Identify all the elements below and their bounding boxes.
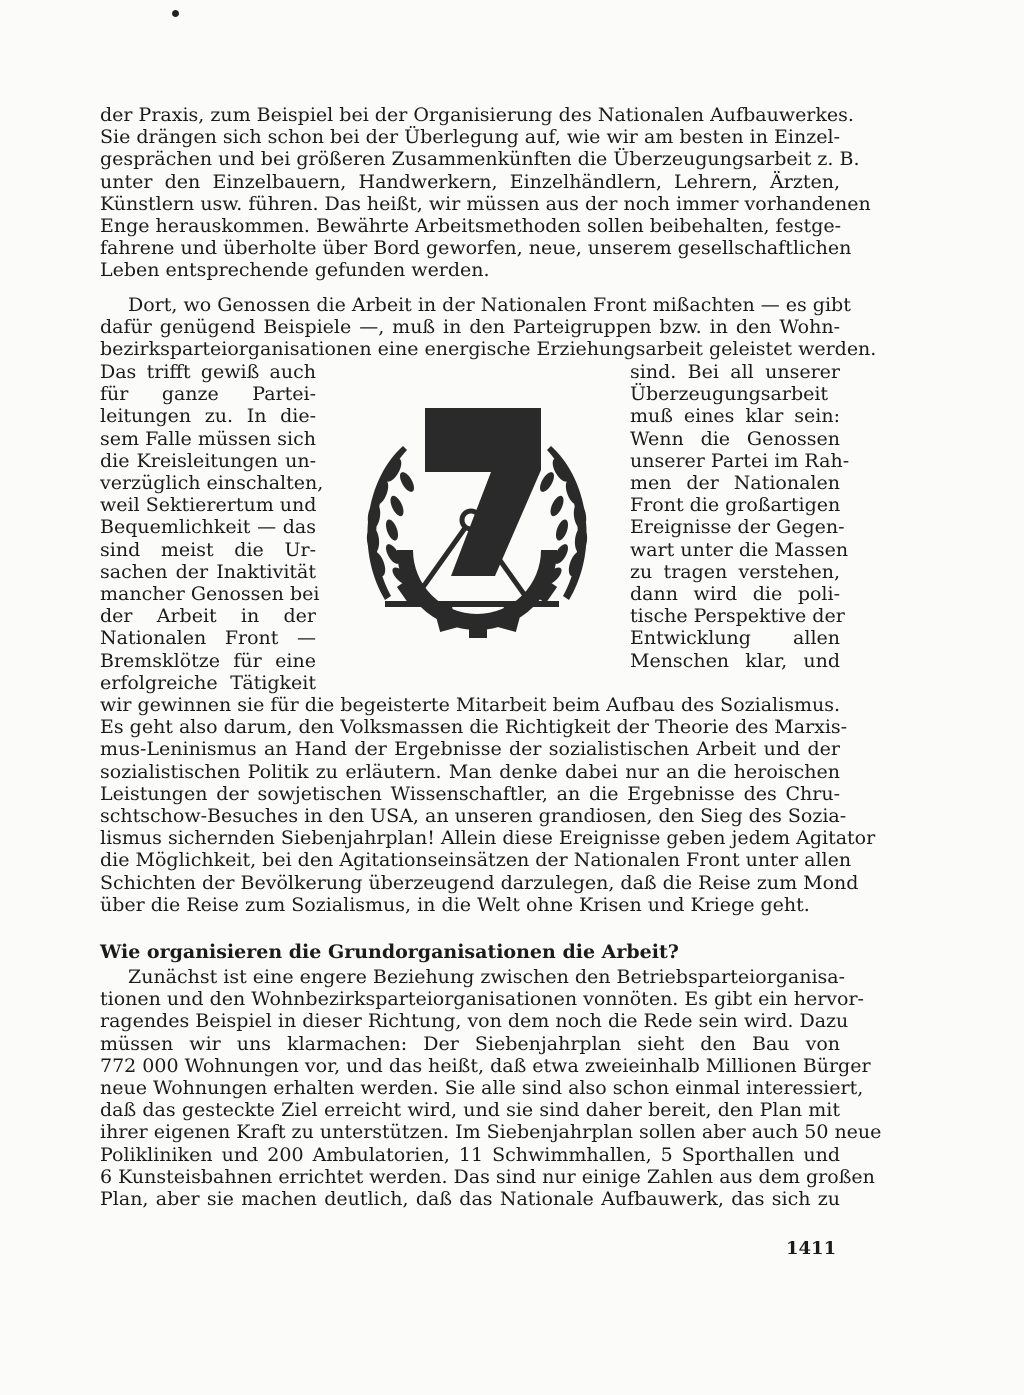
text-line: lismus sichernden Siebenjahrplan! Allein diese Ereignisse geben jedem Agitator bbox=[100, 827, 876, 850]
text-line: Wenn die Genossen bbox=[630, 427, 840, 450]
text-line: mus-Leninismus an Hand der Ergebnisse der sozialistischen Arbeit und der bbox=[100, 738, 840, 761]
text-line: Dort, wo Genossen die Arbeit in der Nationalen Front mißachten — es gibt bbox=[128, 294, 851, 316]
text-line: für ganze Partei- bbox=[100, 383, 316, 406]
text-line: Enge herauskommen. Bewährte Arbeitsmethoden sollen beibehalten, festge- bbox=[100, 215, 842, 238]
text-line: Leben entsprechende gefunden werden. bbox=[100, 259, 490, 282]
text-line: Entwicklung allen bbox=[630, 627, 840, 650]
text-line: tische Perspektive der bbox=[630, 605, 845, 628]
text-line: Überzeugungsarbeit bbox=[630, 383, 829, 406]
text-line: tionen und den Wohnbezirksparteiorganisationen vonnöten. Es gibt ein hervor- bbox=[100, 988, 864, 1011]
section-heading: Wie organisieren die Grundorganisationen die Arbeit? bbox=[100, 941, 679, 963]
text-line: neue Wohnungen erhalten werden. Sie alle sind also schon einmal interessiert, bbox=[100, 1077, 864, 1100]
text-line: Polikliniken und 200 Ambulatorien, 11 Schwimmhallen, 5 Sporthallen und bbox=[100, 1143, 840, 1166]
text-line: zu tragen verstehen, bbox=[630, 560, 840, 583]
text-line: bezirksparteiorganisationen eine energische Erziehungsarbeit geleistet werden. bbox=[100, 338, 877, 361]
text-line: Leistungen der sowjetischen Wissenschaftler, an die Ergebnisse des Chru- bbox=[100, 782, 840, 805]
text-line: 6 Kunsteisbahnen errichtet werden. Das sind nur einige Zahlen aus dem großen bbox=[100, 1165, 875, 1188]
text-line: gesprächen und bei größeren Zusammenkünften die Überzeugungsarbeit z. B. bbox=[100, 148, 860, 171]
text-line: fahrene und überholte über Bord geworfen, neue, unserem gesellschaftlichen bbox=[100, 237, 852, 260]
text-line: Bremsklötze für eine bbox=[100, 649, 316, 672]
paragraph-4 bbox=[100, 966, 882, 1211]
seven-year-plan-emblem-icon bbox=[345, 400, 609, 668]
text-line: men der Nationalen bbox=[630, 472, 840, 495]
text-line: verzüglich einschalten, bbox=[100, 472, 324, 495]
text-line: Nationalen Front — bbox=[100, 627, 316, 650]
paragraph-3 bbox=[100, 694, 876, 916]
paragraph-1 bbox=[100, 104, 871, 282]
text-line: sind meist die Ur- bbox=[100, 538, 316, 561]
ink-dot bbox=[172, 10, 179, 17]
text-line: Zunächst ist eine engere Beziehung zwischen den Betriebsparteiorganisa- bbox=[128, 966, 846, 988]
right-column-text bbox=[630, 361, 850, 672]
text-line: wir gewinnen sie für die begeisterte Mitarbeit beim Aufbau des Sozialismus. bbox=[100, 694, 840, 716]
text-line: schtschow-Besuches in den USA, an unseren grandiosen, den Sieg des Sozia- bbox=[100, 805, 847, 828]
text-line: die Kreisleitungen un- bbox=[100, 449, 316, 472]
paragraph-2 bbox=[100, 294, 877, 361]
text-line: der Praxis, zum Beispiel bei der Organisierung des Nationalen Aufbauwerkes. bbox=[100, 104, 854, 126]
text-line: Das trifft gewiß auch bbox=[100, 361, 316, 383]
text-line: über die Reise zum Sozialismus, in die Welt ohne Krisen und Kriege geht. bbox=[100, 893, 810, 916]
text-line: wart unter die Massen bbox=[630, 538, 849, 561]
text-line: Plan, aber sie machen deutlich, daß das Nationale Aufbauwerk, das sich zu bbox=[100, 1188, 840, 1211]
text-line: Bequemlichkeit — das bbox=[100, 516, 316, 539]
text-line: Künstlern usw. führen. Das heißt, wir müssen aus der noch immer vorhandenen bbox=[100, 192, 871, 215]
text-line: müssen wir uns klarmachen: Der Siebenjahrplan sieht den Bau von bbox=[100, 1032, 840, 1055]
text-line: unter den Einzelbauern, Handwerkern, Einzelhändlern, Lehrern, Ärzten, bbox=[100, 170, 840, 193]
text-line: Es geht also darum, den Volksmassen die Richtigkeit der Theorie des Marxis- bbox=[100, 716, 848, 739]
text-line: unserer Partei im Rah- bbox=[630, 449, 850, 472]
text-line: daß das gesteckte Ziel erreicht wird, und sie sind daher bereit, den Plan mit bbox=[100, 1099, 840, 1122]
text-line: ragendes Beispiel in dieser Richtung, von dem noch die Rede sein wird. Dazu bbox=[100, 1010, 849, 1033]
text-line: sachen der Inaktivität bbox=[100, 560, 316, 583]
text-line: dann wird die poli- bbox=[630, 583, 840, 606]
text-line: die Möglichkeit, bei den Agitationseinsätzen der Nationalen Front unter allen bbox=[100, 849, 852, 872]
text-line: leitungen zu. In die- bbox=[100, 405, 316, 428]
text-line: sem Falle müssen sich bbox=[100, 427, 316, 450]
text-line: mancher Genossen bei bbox=[100, 583, 320, 606]
text-line: 772 000 Wohnungen vor, und das heißt, daß etwa zweieinhalb Millionen Bürger bbox=[100, 1054, 871, 1077]
text-line: muß eines klar sein: bbox=[630, 405, 840, 428]
text-line: weil Sektierertum und bbox=[100, 494, 317, 517]
text-line: erfolgreiche Tätigkeit bbox=[100, 671, 316, 694]
text-line: Sie drängen sich schon bei der Überlegung auf, wie wir am besten in Einzel- bbox=[100, 126, 840, 149]
text-line: sind. Bei all unserer bbox=[630, 361, 840, 383]
page-number: 1411 bbox=[786, 1238, 837, 1259]
text-line: dafür genügend Beispiele —, muß in den Parteigruppen bzw. in den Wohn- bbox=[100, 316, 840, 339]
text-line: Schichten der Bevölkerung überzeugend darzulegen, daß die Reise zum Mond bbox=[100, 871, 859, 894]
left-column-text bbox=[100, 361, 324, 694]
text-line: Front die großartigen bbox=[630, 494, 841, 517]
text-line: sozialistischen Politik zu erläutern. Man denke dabei nur an die heroischen bbox=[100, 760, 840, 783]
text-line: Ereignisse der Gegen- bbox=[630, 516, 845, 539]
text-line: Menschen klar, und bbox=[630, 649, 840, 672]
text-line: ihrer eigenen Kraft zu unterstützen. Im Siebenjahrplan sollen aber auch 50 neue bbox=[100, 1121, 882, 1144]
text-line: der Arbeit in der bbox=[100, 605, 316, 628]
